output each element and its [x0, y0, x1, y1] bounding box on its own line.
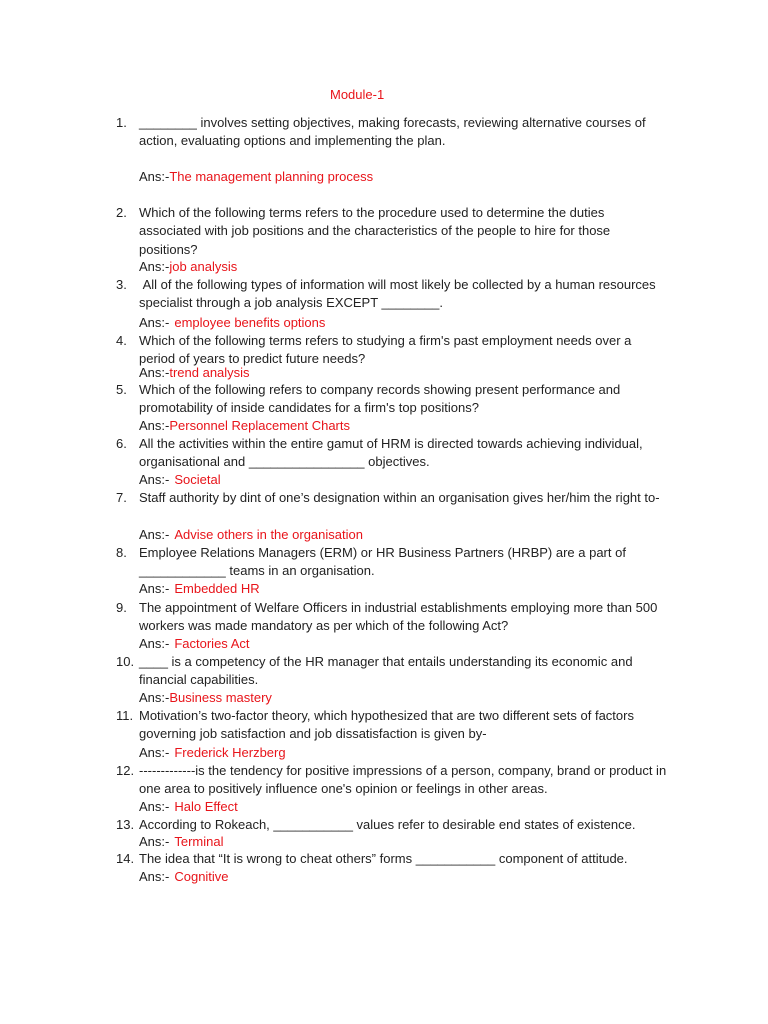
question-text: Which of the following terms refers to studying a firm's past employment needs over a period of years to predict future needs? — [139, 333, 632, 367]
question-number: 14. — [116, 851, 135, 866]
answer-label: Ans:- — [139, 527, 170, 542]
answer-text: Advise others in the organisation — [174, 527, 363, 542]
answer-label: Ans:- — [139, 834, 170, 849]
answer-text: Societal — [174, 472, 221, 487]
answer-line — [139, 471, 221, 489]
question-text: ________ involves setting objectives, making forecasts, reviewing alternative courses of action, evaluating options and implementing the plan. — [139, 115, 646, 149]
question-number: 1. — [116, 115, 127, 130]
answer-line — [139, 868, 229, 886]
answer-label: Ans:- — [139, 169, 170, 184]
question-text: The appointment of Welfare Officers in industrial establishments employing more than 500 workers was made mandatory as per which of the following Act? — [139, 600, 658, 634]
question-text: ____ is a competency of the HR manager that entails understanding its economic and financial capabilities. — [139, 654, 633, 688]
question-text: Staff authority by dint of one’s designation within an organisation gives her/him the right to- — [139, 490, 660, 505]
answer-line — [139, 526, 363, 544]
question-number: 3. — [116, 277, 127, 292]
answer-line — [139, 689, 272, 707]
question-number: 2. — [116, 205, 127, 220]
answer-label: Ans:- — [139, 869, 170, 884]
answer-label: Ans:- — [139, 799, 170, 814]
answer-line — [139, 798, 238, 816]
answer-label: Ans:- — [139, 690, 170, 705]
answer-text: Embedded HR — [174, 581, 260, 596]
question-number: 6. — [116, 436, 127, 451]
question-number: 4. — [116, 333, 127, 348]
question-number: 12. — [116, 763, 135, 778]
answer-label: Ans:- — [139, 365, 170, 380]
module-title: Module-1 — [330, 87, 385, 102]
answer-label: Ans:- — [139, 315, 170, 330]
question-number: 13. — [116, 817, 135, 832]
question-text: Which of the following terms refers to the procedure used to determine the duties associated with job positions and the characteristics of the people to hire for those positions? — [139, 205, 611, 257]
question-number: 5. — [116, 382, 127, 397]
question-number: 9. — [116, 600, 127, 615]
answer-label: Ans:- — [139, 418, 170, 433]
answer-label: Ans:- — [139, 581, 170, 596]
answer-text: Cognitive — [174, 869, 229, 884]
question-number: 8. — [116, 545, 127, 560]
answer-line — [139, 168, 373, 186]
answer-line — [139, 744, 286, 762]
answer-line — [139, 580, 260, 598]
answer-text: Terminal — [174, 834, 224, 849]
question-text: All of the following types of information will most likely be collected by a human resources specialist through a job analysis EXCEPT ________. — [139, 277, 660, 311]
answer-label: Ans:- — [139, 636, 170, 651]
answer-line — [139, 833, 223, 851]
answer-label: Ans:- — [139, 472, 170, 487]
question-text: Which of the following refers to company records showing present performance and promotability of inside candidates for a firm's top positions? — [139, 382, 621, 416]
question-text: Employee Relations Managers (ERM) or HR Business Partners (HRBP) are a part of ____________ teams in an organisation. — [139, 545, 626, 579]
answer-line — [139, 635, 249, 653]
question-text: According to Rokeach, ___________ values refer to desirable end states of existence. — [139, 817, 636, 832]
question-number: 11. — [116, 708, 134, 723]
answer-line — [139, 314, 325, 332]
answer-text: Business mastery — [169, 690, 272, 705]
question-text: The idea that “It is wrong to cheat others” forms ___________ component of attitude. — [139, 851, 628, 866]
answer-text: employee benefits options — [174, 315, 326, 330]
answer-line — [139, 364, 250, 382]
question-text: All the activities within the entire gamut of HRM is directed towards achieving individual, organisational and ________________ objectives. — [139, 436, 643, 470]
answer-label: Ans:- — [139, 745, 170, 760]
question-number: 10. — [116, 654, 135, 669]
answer-line — [139, 258, 237, 276]
question-number: 7. — [116, 490, 127, 505]
answer-text: Halo Effect — [174, 799, 238, 814]
answer-text: Frederick Herzberg — [174, 745, 286, 760]
answer-text: Personnel Replacement Charts — [169, 418, 350, 433]
answer-text: trend analysis — [169, 365, 250, 380]
answer-line — [139, 417, 350, 435]
question-text: -------------is the tendency for positive impressions of a person, company, brand or product in one area to positively influence one's opinion or feelings in other areas. — [139, 763, 667, 797]
answer-label: Ans:- — [139, 259, 170, 274]
answer-text: job analysis — [169, 259, 238, 274]
answer-text: Factories Act — [174, 636, 250, 651]
question-text: Motivation’s two-factor theory, which hypothesized that are two different sets of factors governing job satisfaction and job dissatisfaction is given by- — [139, 708, 634, 742]
answer-text: The management planning process — [169, 169, 374, 184]
